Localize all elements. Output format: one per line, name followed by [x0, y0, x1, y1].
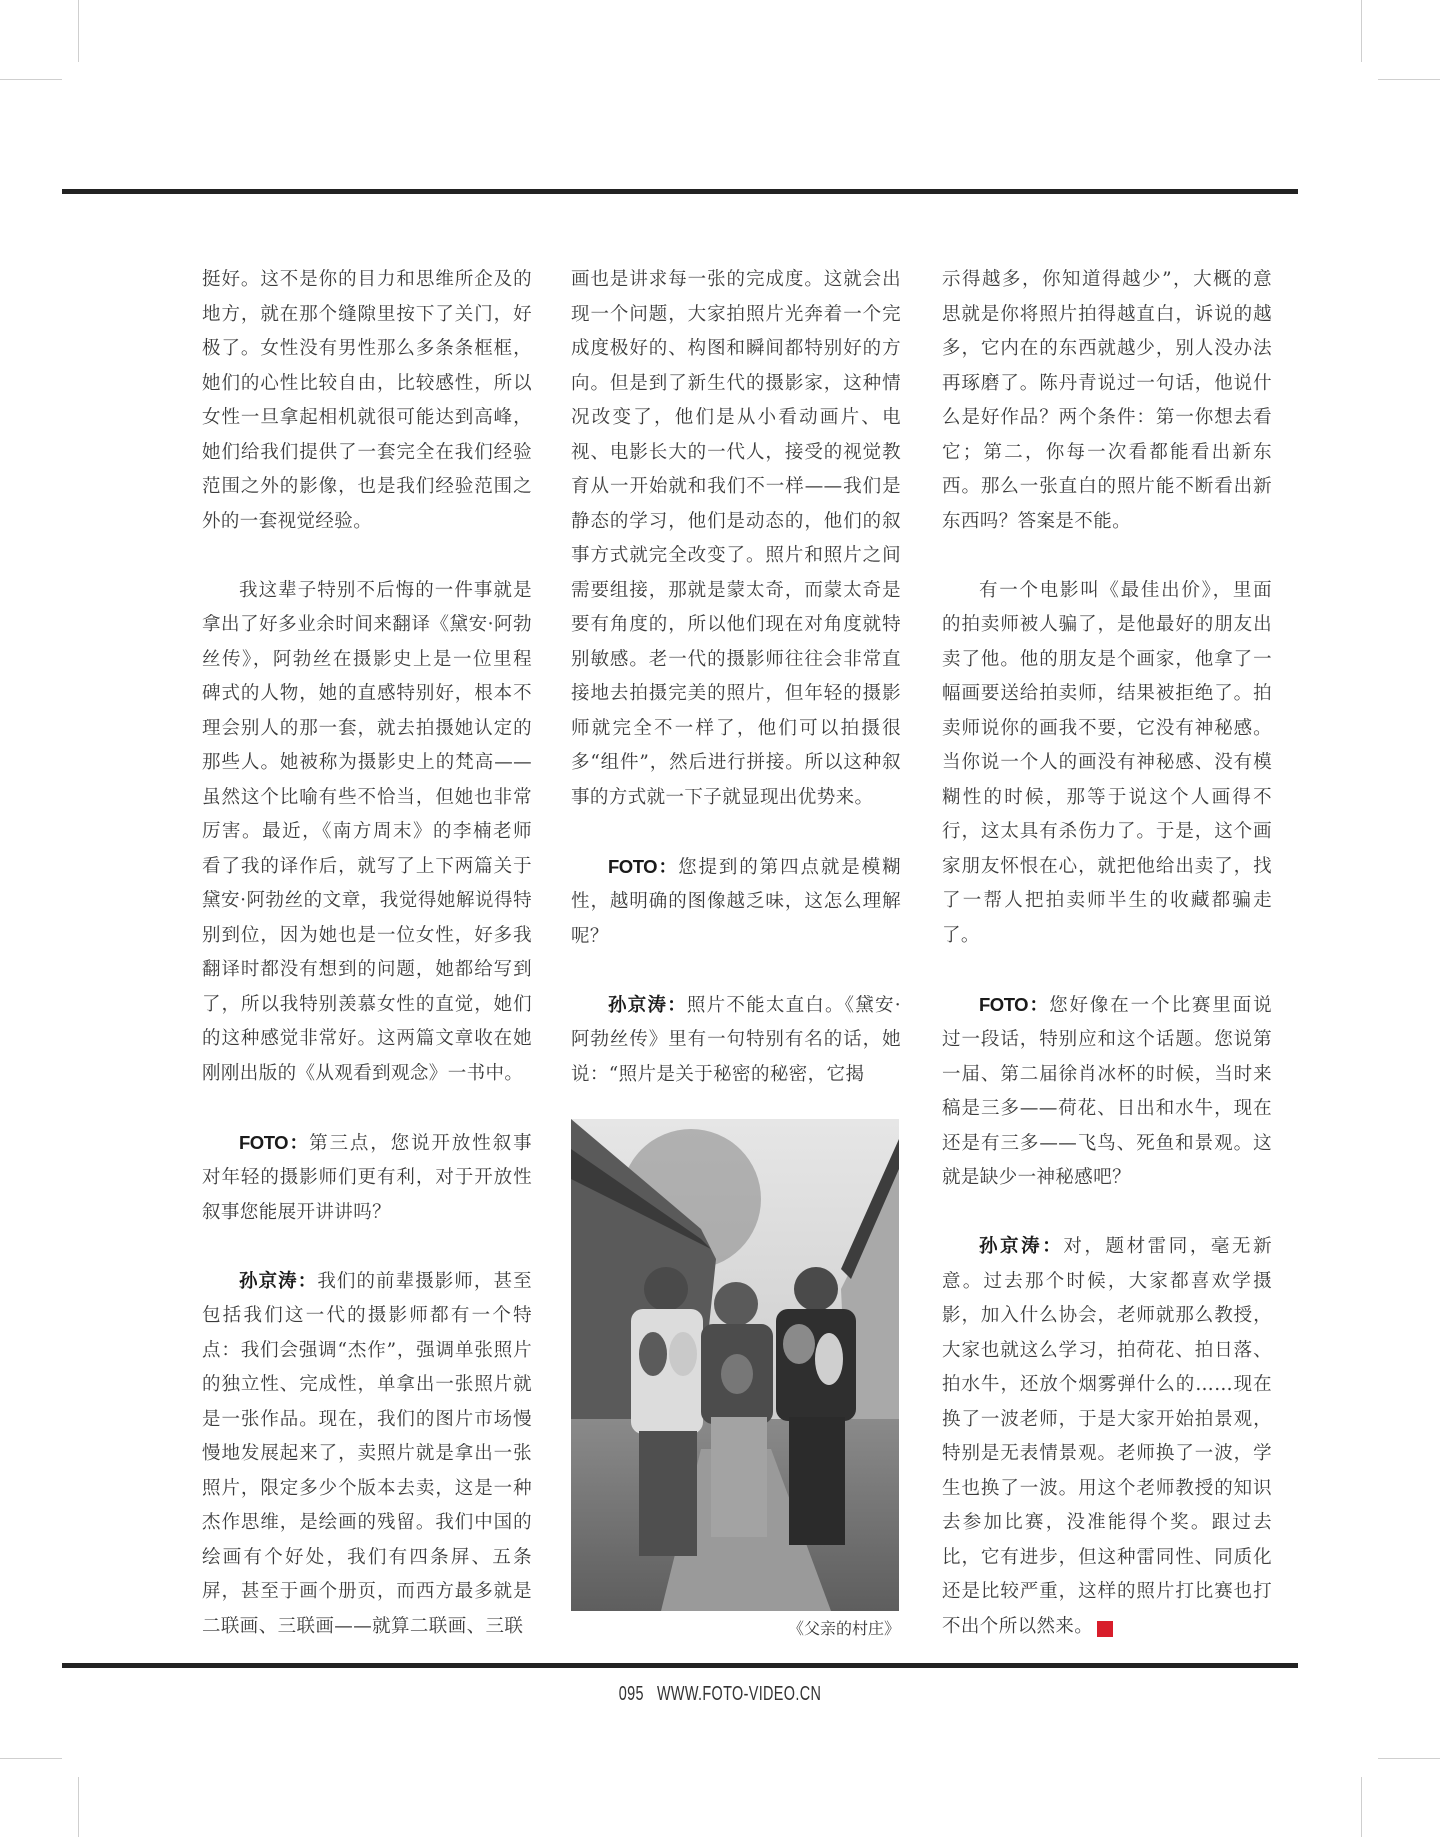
- text-column-2: [571, 263, 901, 1092]
- paragraph: 我这辈子特别不后悔的一件事就是拿出了好多业余时间来翻译《黛安·阿勃丝传》，阿勃丝在摄影史上是一位里程碑式的人物，她的直感特别好，根本不理会别人的那一套，就去拍摄她认定的那些人。她被称为摄影史上的梵高——虽然这个比喻有些不恰当，但她也非常厉害。最近，《南方周末》的李楠老师看了我的译作后，就写了上下两篇关于黛安·阿勃丝的文章，我觉得她解说得特别到位，因为她也是一位女性，好多我翻译时都没有想到的问题，她都给写到了，所以我特别羡慕女性的直觉，她们的这种感觉非常好。这两篇文章收在她刚刚出版的《从观看到观念》一书中。: [202, 579, 532, 1084]
- paragraph: 挺好。这不是你的目力和思维所企及的地方，就在那个缝隙里按下了关门，好极了。女性没有男性那么多条条框框，她们的心性比较自由，比较感性，所以女性一旦拿起相机就很可能达到高峰，她们给我们提供了一套完全在我们经验范围之外的影像，也是我们经验范围之外的一套视觉经验。: [202, 269, 532, 532]
- footer-rule: [62, 1663, 1298, 1668]
- speaker-label: FOTO：: [979, 993, 1050, 1015]
- crop-mark-tr-v: [1361, 0, 1362, 62]
- crop-mark-bl-h: [0, 1758, 62, 1759]
- crop-mark-tr-h: [1378, 79, 1440, 80]
- crop-mark-tl-v: [78, 0, 79, 62]
- text-column-1: [202, 263, 532, 1644]
- crop-mark-bl-v: [78, 1777, 79, 1837]
- crop-mark-br-h: [1378, 1758, 1440, 1759]
- text-column-3: [942, 263, 1272, 1644]
- speaker-label: FOTO：: [239, 1131, 310, 1153]
- photo-caption: 《父亲的村庄》: [787, 1619, 900, 1638]
- website-link[interactable]: WWW.FOTO-VIDEO.CN: [656, 1683, 822, 1705]
- paragraph: 有一个电影叫《最佳出价》，里面的拍卖师被人骗了，是他最好的朋友出卖了他。他的朋友是个画家，他拿了一幅画要送给拍卖师，结果被拒绝了。拍卖师说你的画我不要，它没有神秘感。当你说一个人的画没有神秘感、没有模糊性的时候，那等于说这个人画得不行，这太具有杀伤力了。于是，这个画家朋友怀恨在心，就把他给出卖了，找了一帮人把拍卖师半生的收藏都骗走了。: [942, 579, 1272, 946]
- paragraph: 示得越多，你知道得越少”，大概的意思就是你将照片拍得越直白，诉说的越多，它内在的东西就越少，别人没办法再琢磨了。陈丹青说过一句话，他说什么是好作品？两个条件：第一你想去看它；第二，你每一次看都能看出新东西。那么一张直白的照片能不断看出新东西吗？答案是不能。: [942, 269, 1272, 532]
- header-rule: [62, 189, 1298, 194]
- photo-three-boys-with-puppies: [571, 1119, 899, 1611]
- speaker-label: FOTO：: [608, 855, 679, 877]
- end-mark-icon: F: [1097, 1621, 1113, 1637]
- crop-mark-tl-h: [0, 79, 62, 80]
- answer-paragraph: 孙京涛：我们的前辈摄影师，甚至包括我们这一代的摄影师都有一个特点：我们会强调“杰作”，强调单张照片的独立性、完成性，单拿出一张照片就是一张作品。现在，我们的图片市场慢慢地发展起来了，卖照片就是拿出一张照片，限定多少个版本去卖，这是一种杰作思维，是绘画的残留。我们中国的绘画有个好处，我们有四条屏、五条屏，甚至于画个册页，而西方最多就是二联画、三联画——就算二联画、三联: [202, 1270, 532, 1637]
- question-paragraph: FOTO：您提到的第四点就是模糊性，越明确的图像越乏味，这怎么理解呢？: [571, 855, 902, 947]
- speaker-label: 孙京涛：: [979, 1236, 1064, 1257]
- question-paragraph: FOTO：您好像在一个比赛里面说过一段话，特别应和这个话题。您说第一届、第二届徐肖冰杯的时候，当时来稿是三多——荷花、日出和水牛，现在还是有三多——飞鸟、死鱼和景观。这就是缺少一神秘感吧？: [942, 993, 1273, 1188]
- answer-paragraph: 孙京涛：照片不能太直白。《黛安·阿勃丝传》里有一句特别有名的话，她说：“照片是关于秘密的秘密，它揭: [571, 994, 901, 1085]
- page-footer: [202, 1683, 1239, 1706]
- answer-paragraph: 孙京涛：对，题材雷同，毫无新意。过去那个时候，大家都喜欢学摄影，加入什么协会，老师就那么教授，大家也就这么学习，拍荷花、拍日落、拍水牛，还放个烟雾弹什么的……现在换了一波老师，于是大家开始拍景观，特别是无表情景观。老师换了一波，学生也换了一波。用这个老师教授的知识去参加比赛，没准能得个奖。跟过去比，它有进步，但这种雷同性、同质化还是比较严重，这样的照片打比赛也打不出个所以然来。 F: [942, 1236, 1272, 1637]
- speaker-label: 孙京涛：: [239, 1270, 318, 1292]
- paragraph: 画也是讲求每一张的完成度。这就会出现一个问题，大家拍照片光奔着一个完成度极好的、构图和瞬间都特别好的方向。但是到了新生代的摄影家，这种情况改变了，他们是从小看动画片、电视、电影长大的一代人，接受的视觉教育从一开始就和我们不一样——我们是静态的学习，他们是动态的，他们的叙事方式就完全改变了。照片和照片之间需要组接，那就是蒙太奇，而蒙太奇是要有角度的，所以他们现在对角度就特别敏感。老一代的摄影师往往会非常直接地去拍摄完美的照片，但年轻的摄影师就完全不一样了，他们可以拍摄很多“组件”，然后进行拼接。所以这种叙事的方式就一下子就显现出优势来。: [571, 269, 901, 808]
- photo-illustration: [571, 1119, 899, 1611]
- page-number: 095: [618, 1683, 644, 1705]
- question-paragraph: FOTO：第三点，您说开放性叙事对年轻的摄影师们更有利，对于开放性叙事您能展开讲讲吗？: [202, 1131, 533, 1223]
- crop-mark-br-v: [1361, 1777, 1362, 1837]
- speaker-label: 孙京涛：: [608, 994, 687, 1016]
